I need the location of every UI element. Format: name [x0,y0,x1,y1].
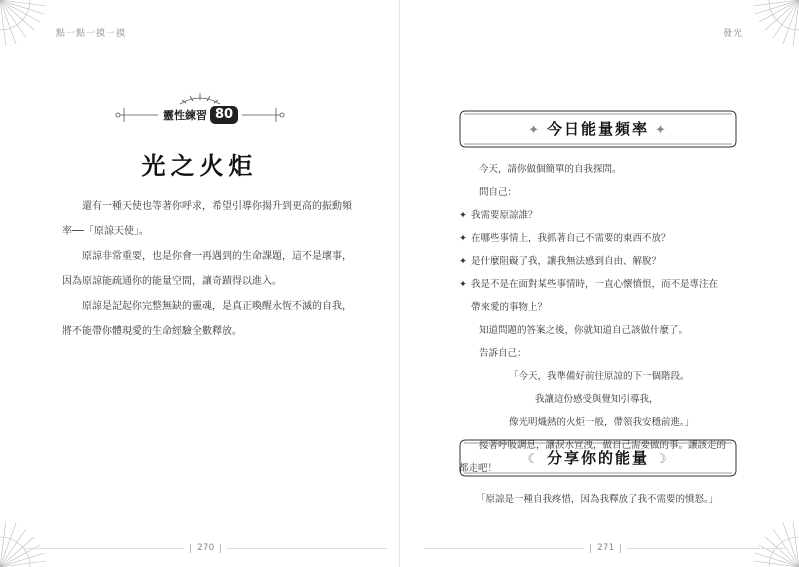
list-item [459,204,741,227]
star-bullet-icon: ✦ [459,279,467,290]
text-line: 都走吧！ [459,463,498,474]
list-item [459,250,741,273]
divider [227,548,387,549]
affirmation-line: 我讓這份感受與覺知引導我， [535,394,659,405]
star-bullet-icon: ✦ [459,210,467,221]
divider [627,548,787,549]
sparkle-icon: ✦ [655,123,668,138]
star-bullet-icon: ✦ [459,233,467,244]
list-item-text: 我需要原諒誰？ [471,210,538,221]
exercise-text [459,158,741,480]
section-title [458,447,738,468]
sparkle-icon: ✦ [528,123,541,138]
section-title-text: 分享你的能量 [546,449,649,467]
folio-left [24,543,387,553]
divider [220,544,221,553]
text-line: 接著呼吸調息，讓淚水宣洩，做自己需要做的事。讓該走的 [479,440,727,451]
running-head-right: 發光 [722,29,743,39]
folio-right [424,543,787,553]
divider [424,548,584,549]
list-item-text: 在哪些事情上，我抓著自己不需要的東西不放？ [471,233,671,244]
badge-label: 靈性練習 [163,109,207,122]
list-item-text: 我是不是在面對某些事情時，一直心懷憤恨，而不是專注在 [471,279,719,290]
section-title-text: 今日能量頻率 [546,120,649,138]
list-item-text: 是什麼阻礙了我，讓我無法感到自由、解脫？ [471,256,662,267]
badge-number: 80 [210,106,238,124]
list-item [459,227,741,250]
section-title [458,118,738,139]
crescent-moon-icon: ☽ [655,452,669,467]
text-line: 今天，請你做個簡單的自我探問。 [479,164,622,175]
divider [24,548,184,549]
text-line: 帶來愛的事物上？ [471,302,548,313]
list-item [459,273,741,296]
paragraph: 還有一種天使也等著你呼求，希望引導你揚升到更高的振動頻率──「原諒天使」。 [62,201,352,237]
section-frame-energy [458,109,738,149]
crescent-moon-icon: ☾ [527,452,541,467]
paragraph: 原諒非常重要，也是你會一再遇到的生命課題，這不是壞事，因為原諒能疏通你的能量空間，讓奇蹟得以進入。 [62,251,352,287]
affirmation-line: 像光明熾熱的火炬一般，帶領我安穩前進。」 [509,417,695,428]
section-frame-share [458,438,738,478]
page-title: 光之火炬 [141,152,258,180]
affirmation-line: 「今天，我準備好前往原諒的下一個階段。 [509,371,690,382]
divider [190,544,191,553]
exercise-badge [163,104,238,126]
text-line: 告訴自己： [479,348,527,359]
sunburst-corner-top-left-icon [0,0,46,46]
share-quote: 「原諒是一種自我疼惜，因為我釋放了我不需要的憤怒。」 [476,494,719,505]
text-line: 問自己： [479,187,518,198]
paragraph: 原諒是記起你完整無缺的靈魂，是真正喚醒永恆不滅的自我，將不能帶你體現愛的生命經驗全數釋放。 [62,301,352,337]
page-number: 271 [597,543,615,553]
page-number: 270 [197,543,215,553]
left-page [0,0,399,567]
divider [590,544,591,553]
divider [620,544,621,553]
sunburst-corner-top-right-icon [753,0,799,46]
body-text [62,194,352,344]
running-head-left: 點一點一摸一摸 [56,29,127,39]
text-line: 知道問題的答案之後，你就知道自己該做什麼了。 [479,325,689,336]
star-bullet-icon: ✦ [459,256,467,267]
